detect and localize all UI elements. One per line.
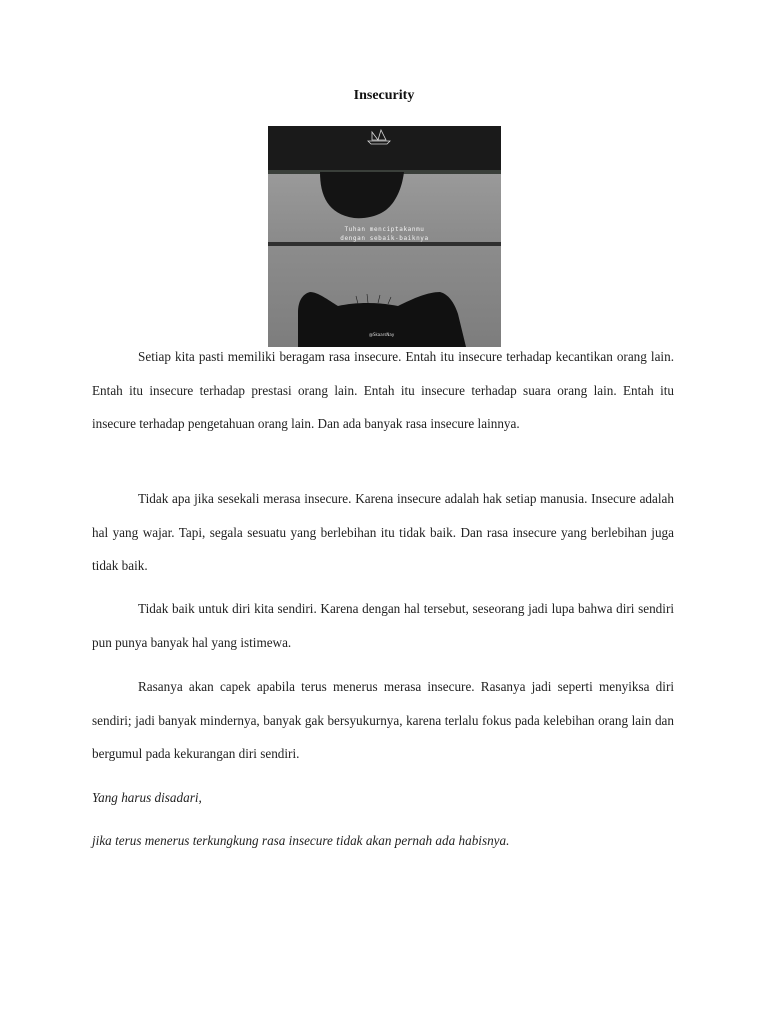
- paragraph-2: Tidak apa jika sesekali merasa insecure. Karena insecure adalah hak setiap manusia. Insecure adalah hal yang wajar. Tapi, segala sesuatu yang berlebihan itu tidak baik. Dan rasa insecure yang berlebihan juga tidak baik.: [92, 491, 674, 573]
- closing-line-1: Yang harus disadari,: [92, 790, 202, 805]
- figure-caption-line-2: dengan sebaik-baiknya: [340, 235, 429, 242]
- figure-credit: @SkaarsNay: [369, 332, 395, 337]
- figure-caption-line-1: Tuhan menciptakanmu: [344, 226, 425, 233]
- cat-illustration: [268, 126, 501, 347]
- paragraph-3: Tidak baik untuk diri kita sendiri. Karena dengan hal tersebut, seseorang jadi lupa bahwa diri sendiri pun punya banyak hal yang istimewa.: [92, 601, 674, 650]
- paragraph-4: Rasanya akan capek apabila terus menerus merasa insecure. Rasanya jadi seperti menyiksa diri sendiri; jadi banyak mindernya, banyak gak bersyukurnya, karena terlalu fokus pada kelebihan orang lain dan bergumul pada kekurangan diri sendiri.: [92, 679, 674, 761]
- top-dark-band: [268, 126, 501, 172]
- paragraph-1: Setiap kita pasti memiliki beragam rasa insecure. Entah itu insecure terhadap kecantikan orang lain. Entah itu insecure terhadap prestasi orang lain. Entah itu insecure terhadap suara orang lain. Entah itu insecure terhadap pengetahuan orang lain. Dan ada banyak rasa insecure lainnya.: [92, 349, 674, 431]
- page-title: Insecurity: [353, 88, 415, 103]
- closing-line-2: jika terus menerus terkungkung rasa insecure tidak akan pernah ada habisnya.: [92, 833, 510, 848]
